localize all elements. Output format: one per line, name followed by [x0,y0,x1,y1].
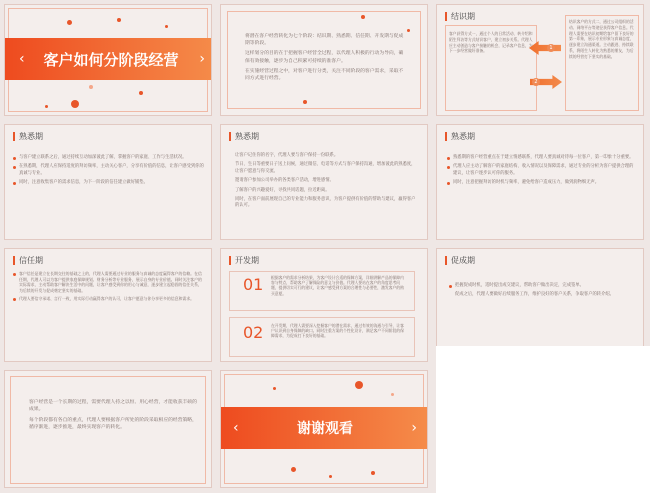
decor-dot [117,18,121,22]
summary-text [29,399,197,435]
stage-items [449,283,635,302]
tag-2: 2 [532,78,540,86]
slide-stage-2 [4,124,212,240]
list-item: 把握促成时机，适时提出成交建议，帮助客户做出决定，完成签单。 [449,283,635,289]
slide-stage-1 [436,4,644,116]
list-item: 在熟悉期，代理人应保持适度的拜访频率，主动关心客户，分享有价值的信息，让客户感受到你的真诚与专业。 [13,164,205,177]
list-item: 同时，注意收集客户的需求信息，为下一阶段的信任建立做好铺垫。 [13,180,205,186]
intro-paragraph: 将潜在客户经营转化为七个阶段：结识期、熟悉期、信任期、开发期与促成期等阶段。 [245,34,404,47]
slide-title [4,4,212,116]
decor-dot [71,100,79,108]
title-text: 客户如何分阶段经营 [43,50,179,69]
right-text: 结识客户的方式二，通过公司组织的活动、网络平台等途径获得客户信息。代理人需要在结识初期给客户留下良好的第一印象，展示专业形象与真诚态度，逐步建立沟通渠道。主动跟进、持续联系，将陌生人转化为熟悉的朋友，为后续的经营打下坚实的基础。 [569,19,634,59]
list-item: 与客户建立联系之后，通过持续互动加深彼此了解，掌握客户的家庭、工作与生活状况。 [13,155,205,161]
slide-heading [13,131,43,142]
block-number: 02 [243,323,264,342]
slide-intro [220,4,428,116]
block-number: 01 [243,275,264,294]
decor-dot [303,100,307,104]
block-text: 根据客户的需求分析结果，为客户设计合适的保障方案，详细讲解产品的保障内容与特点，帮助客户了解保险的意义与价值。代理人要站在客户的角度思考问题，提供切实可行的建议，让客户感受到方案的合理性与必要性，激发客户的购买意愿。 [271,275,404,296]
decor-dot [355,381,363,389]
decor-dot [273,387,276,390]
stage-items [235,153,419,213]
heading-text: 结识期 [451,12,475,21]
decor-dot [45,105,48,108]
decor-dot [139,91,143,95]
prev-chevron[interactable]: ‹ [19,51,25,67]
heading-text: 熟悉期 [19,132,43,141]
tag-1: 1 [547,44,555,52]
slide-heading [229,255,259,266]
slide-stage-3 [220,124,428,240]
stage-items [13,155,205,190]
summary-paragraph: 每个阶段都有各自的重点，代理人要根据客户所处的阶段采取相应的经营策略，循序渐进，逐步推进，最终实现客户的转化。 [29,417,197,431]
prev-chevron[interactable]: ‹ [233,420,239,436]
slide-heading [229,131,259,142]
list-item: 客户信任是建立在长期交往的基础之上的，代理人需要通过专业的服务与真诚的态度赢得客户的信赖。在信任期，代理人可以为客户提供家庭保障规划、财务分析等专业服务，展示自身的专业价值。同时关注客户的实际需求，主动帮助客户解决生活中的问题，让客户感受到你的用心与诚意，逐步建立起稳固的信任关系，为后续的开发与促成奠定坚实的基础。 [13,271,205,293]
list-item: 促成之后，代理人要做好后续服务工作，维护良好的客户关系，争取客户的转介绍。 [455,292,614,298]
heading-text: 促成期 [451,256,475,265]
next-chevron[interactable]: › [199,51,205,67]
list-item: 邀请客户参加公司举办的各类客户活动，增进感情。 [235,178,334,184]
left-text: 客户获得方式一，通过个人的日常活动、转介绍和陌生拜访等方式结识客户，建立初步关系。代理人应主动创造与客户接触的机会，记录客户信息，为下一步经营做好准备。 [449,31,533,54]
list-item: 同时，在客户面前展现自己的专业能力和服务意识，为客户提供有价值的帮助与建议，赢得客户的认可。 [235,197,416,209]
slide-stage-7 [436,248,644,362]
list-item: 代理人要信守承诺、言行一致，用实际行动赢得客户的认可，让客户愿意与你分享更多的信息和需求。 [13,296,205,302]
list-item: 让客户记住你的名字，代理人要与客户保持一份联系。 [235,153,339,158]
thanks-text: 谢谢观看 [297,421,353,437]
slide-summary [4,370,212,488]
decor-dot [371,471,375,475]
decor-dot [407,29,410,32]
heading-text: 开发期 [235,256,259,265]
slide-heading [445,131,475,142]
heading-text: 熟悉期 [451,132,475,141]
heading-text: 信任期 [19,256,43,265]
decor-dot [165,25,168,28]
heading-text: 熟悉期 [235,132,259,141]
slide-stage-4 [436,124,644,240]
empty-cell [436,346,650,493]
summary-paragraph: 客户经营是一个长期的过程，需要代理人持之以恒、用心经营，才能收获丰硕的成果。 [29,400,197,413]
list-item: 节日、生日等重要日子送上问候，通过微信、电话等方式与客户保持沟通，增加彼此的熟悉度，让客户愿意与你交流。 [235,162,416,174]
decor-dot [67,20,72,25]
intro-paragraph: 这样划分的目的在于把握客户经营全过程，以代理人积极的行动为导向，确保有效接触，逐步为自己积累可持续的准客户。 [245,51,404,64]
decor-dot [391,393,394,396]
list-item: 了解客户的兴趣爱好，寻找共同话题，拉近距离。 [235,187,330,193]
next-chevron[interactable]: › [411,420,417,436]
slide-heading [445,255,475,266]
list-item: 代理人应主动了解客户的家庭结构、收入情况以及保障需求，通过专业的分析为客户提供合理的建议，让客户逐步认可你的服务。 [447,164,637,177]
slide-stage-5 [4,248,212,362]
slide-heading [445,11,475,22]
intro-paragraph: 在实施经营过程之中，对客户进行分类，关注不同阶段的客户需求，采取不同方式进行经营。 [245,68,404,82]
decor-dot [89,85,93,89]
slide-heading [13,255,43,266]
slide-stage-6 [220,248,428,362]
block-text: 在开发期，代理人需要深入挖掘客户的潜在需求，通过有效的沟通与引导，让客户认识到自身保障的缺口。同时注重方案的个性化设计，满足客户不同阶段的保障需求，为促成打下良好的基础。 [271,323,404,339]
stage-items [447,155,637,190]
decor-dot [361,15,365,19]
decor-dot [291,467,296,472]
stage-items [13,271,205,305]
intro-text [245,33,405,85]
list-item: 同时，注意把握拜访的时机与频率，避免给客户造成压力，做到润物细无声。 [447,180,637,186]
thanks-banner [221,407,428,449]
slide-thanks [220,370,428,488]
list-item: 熟悉期的客户经营重点在于建立情感联系，代理人要真诚对待每一位客户，第一印象十分重要。 [447,155,637,161]
title-banner [5,38,212,80]
decor-dot [329,475,332,478]
